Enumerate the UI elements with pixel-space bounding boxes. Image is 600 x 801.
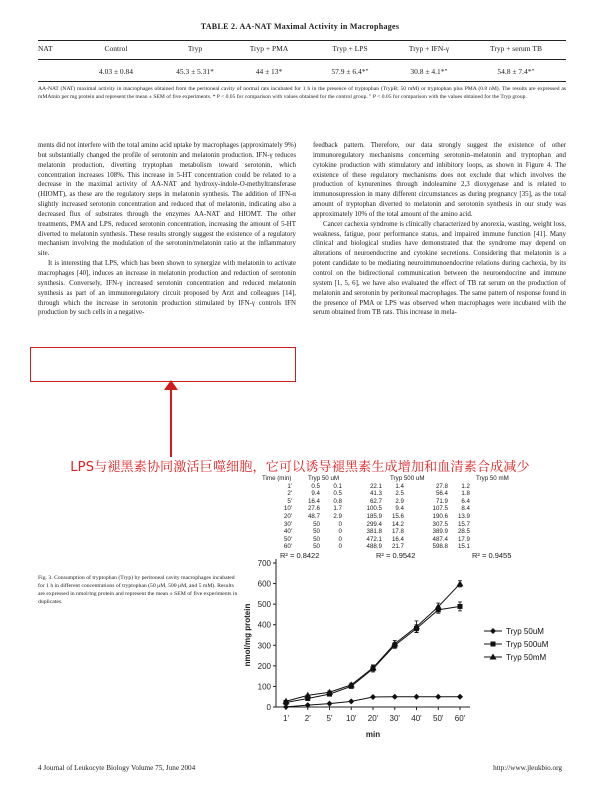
data-table-cell: 2.9 [333, 512, 342, 520]
data-table-cell: 389.9 [432, 528, 448, 536]
data-point [458, 604, 463, 609]
data-table-row [262, 505, 582, 513]
table-header-cell: Tryp + serum TB [490, 44, 542, 53]
data-table-cell: 14.2 [391, 520, 404, 528]
line-chart [240, 555, 590, 745]
data-point [435, 694, 441, 700]
data-table-cell: 27.6 [307, 505, 320, 513]
data-table-cell: 0.5 [311, 482, 320, 490]
data-table-cell: 48.7 [307, 512, 320, 520]
x-tick-label: 2' [304, 714, 311, 723]
legend-marker [490, 628, 496, 634]
legend-marker [491, 642, 496, 647]
data-table-header-cell: Tryp 50 uM [308, 475, 340, 482]
data-table-header-cell: Tryp 50 mM [476, 475, 509, 482]
table-bottom-rule [38, 81, 566, 82]
data-table-cell: 1.2 [461, 482, 470, 490]
data-table-cell: 598.8 [432, 543, 448, 551]
left-column [38, 141, 296, 318]
y-tick-label: 600 [257, 579, 271, 589]
paragraph: feedback pattern. Therefore, our data strongly suggest the existence of other immunoregulatory mechanisms concerning serotonin–melatonin and tryptophan and cytokine production with stimulatory and inhibitory loops, as shown in Figure 4. The existence of these regulatory mechanisms does not exclude that which involves the production of kynurenines through indoleamine 2,3 dioxygenase and is related to immunosupression in many different circumstances as during pregnancy [35], as the total amount of tryptophan diverted to melatonin and serotonin synthesis in our study was approximately 10% of the total amount of the amino acid. [313, 142, 566, 218]
data-point [392, 694, 398, 700]
data-table-cell: 381.8 [366, 528, 382, 536]
data-table-cell: 28.5 [457, 528, 470, 536]
data-table-cell: 307.5 [432, 520, 448, 528]
data-table-cell: 22.1 [369, 482, 382, 490]
data-table-cell: 9.4 [311, 490, 320, 498]
table-cell: 4.03 ± 0.84 [98, 67, 134, 76]
data-point [370, 694, 376, 700]
data-table-row [262, 528, 582, 536]
data-table-cell: 100.5 [366, 505, 382, 513]
table-top-rule [38, 40, 566, 41]
data-table-body [262, 483, 582, 551]
data-table-cell: 0.5 [333, 490, 342, 498]
data-table-header-cell: Tryp 500 uM [390, 475, 425, 482]
data-point [457, 580, 464, 586]
data-table-cell: 0 [338, 520, 342, 528]
data-table-row [262, 490, 582, 498]
table-header-cell: Tryp + PMA [249, 44, 289, 53]
paragraph: ments did not interfere with the total amino acid uptake by macrophages (approximately 9%) but substantially changed the profile of serotonin and melatonin production. IFN-γ reduces melatonin production, diverting tryptophan metabolism toward serotonin, which concentration increases 108%. This increase in 5-HT concentration could be related to a decrease in the maximal activity of AA-NAT and hydroxy-indole-O-methyltransferase (HIOMT), as these are the regulatory steps in melatonin synthesis. The addition of IFN-α slightly increased serotonin concentration and reduced that of melatonin, indicating also a decreased flux of substrates through the enzymes AA-NAT and HIOMT. The other treatments, PMA and LPS, reduced serotonin concentration, increasing the amount of 5-HT diverted to melatonin synthesis. These results strongly suggest the existence of a regulatory mechanism involving the modulation of the serotonin/melatonin ratio at the inflammatory site. [38, 142, 296, 258]
x-tick-label: 1' [283, 714, 289, 723]
legend-label: Tryp 50mM [506, 653, 547, 662]
table-row [38, 67, 566, 79]
data-table-cell: 50 [313, 528, 320, 536]
data-table-cell: 27.8 [435, 482, 448, 490]
figure-caption: Fig. 3. Consumption of tryptophan (Tryp) by peritoneal cavity macrophages incubated for 1 h in different concentrations of tryptophan (50 μM, 500 μM, and 5 mM). Results are expressed in nmol/mg protein and represent the mean ± SEM of five experiments in duplicates. [38, 575, 238, 605]
table-mid-rule [38, 59, 566, 60]
table-header-cell: Tryp [187, 44, 203, 53]
r2-value: R² = 0.8422 [280, 550, 320, 560]
data-table-cell: 15.6 [391, 512, 404, 520]
data-table-header [262, 475, 582, 483]
data-table-cell: 56.4 [435, 490, 448, 498]
table-cell: 57.9 ± 6.4*″ [331, 67, 369, 76]
data-table-cell: 8.4 [461, 505, 470, 513]
y-tick-label: 200 [257, 661, 271, 671]
x-tick-label: 30' [389, 714, 400, 723]
data-table-cell: 2.9 [395, 497, 404, 505]
data-table-cell: 0 [338, 543, 342, 551]
x-tick-label: 60' [454, 714, 466, 723]
y-tick-label: 700 [257, 559, 271, 568]
series-line [286, 584, 460, 701]
x-tick-label: 5' [326, 714, 333, 723]
data-point [327, 701, 333, 707]
data-table-header-cell: Time (min) [262, 475, 292, 482]
data-table-cell: 5' [287, 497, 292, 505]
table-header-cell: Tryp + IFN-γ [408, 44, 450, 53]
footer-left: 4 Journal of Leukocyte Biology Volume 75, June 2004 [38, 764, 196, 772]
x-tick-label: 20' [367, 714, 379, 723]
highlight-box [30, 347, 296, 382]
data-table-cell: 10' [283, 505, 292, 513]
data-table-cell: 16.4 [307, 497, 320, 505]
data-point [348, 698, 354, 704]
data-table-cell: 1.4 [395, 482, 404, 490]
r2-value: R² = 0.9455 [472, 550, 512, 560]
data-table-cell: 299.4 [366, 520, 382, 528]
arrow-up-icon [164, 380, 178, 390]
table-header-cell: Control [104, 44, 128, 53]
data-table-cell: 0 [338, 528, 342, 536]
data-table-cell: 190.6 [432, 512, 448, 520]
data-point [414, 694, 420, 700]
data-table-cell: 6.4 [461, 497, 470, 505]
data-table-cell: 15.1 [457, 543, 470, 551]
data-table-cell: 17.9 [457, 535, 470, 543]
data-table-cell: 2' [287, 490, 292, 498]
chinese-annotation: LPS与褪黑素协同激活巨噬细胞，它可以诱导褪黑素生成增加和血清素合成减少 [70, 460, 530, 475]
data-table-row [262, 513, 582, 521]
data-table-cell: 50 [313, 535, 320, 543]
data-table-cell: 0.8 [333, 497, 342, 505]
data-table-row [262, 543, 582, 551]
data-table-cell: 107.5 [432, 505, 448, 513]
data-table-row [262, 536, 582, 544]
y-tick-label: 300 [257, 641, 271, 651]
x-axis-label: min [365, 730, 381, 739]
arrow-shaft [170, 383, 172, 457]
data-table-cell: 0.1 [333, 482, 342, 490]
data-table [262, 475, 582, 560]
data-table-cell: 50 [313, 520, 320, 528]
table-title: TABLE 2. AA-NAT Maximal Activity in Macrophages [200, 22, 400, 31]
table-cell: 30.8 ± 4.1*″ [410, 67, 448, 76]
series-line [286, 606, 460, 702]
data-table-cell: 2.5 [395, 490, 404, 498]
footer-right: http://www.jleukbio.org [493, 764, 562, 772]
data-table-cell: 30' [283, 520, 292, 528]
r2-value: R² = 0.9542 [376, 550, 416, 560]
data-point [457, 694, 463, 700]
data-table-cell: 60' [283, 543, 292, 551]
y-tick-label: 500 [257, 600, 271, 610]
data-table-cell: 487.4 [432, 535, 448, 543]
data-table-cell: 488.9 [366, 543, 382, 551]
data-table-cell: 50 [313, 543, 320, 551]
data-table-cell: 40' [283, 528, 292, 536]
y-tick-label: 100 [257, 682, 271, 692]
y-tick-label: 400 [257, 620, 271, 630]
data-table-cell: 15.7 [457, 520, 470, 528]
data-table-cell: 472.1 [366, 535, 382, 543]
table-header-cell: NAT [38, 44, 53, 53]
data-table-cell: 62.7 [369, 497, 382, 505]
legend-label: Tryp 500uM [506, 640, 549, 649]
data-table-row [262, 483, 582, 491]
data-table-cell: 9.4 [395, 505, 404, 513]
data-table-cell: 16.4 [391, 535, 404, 543]
x-tick-label: 50' [433, 714, 444, 723]
data-table-cell: 20' [283, 512, 292, 520]
table-cell [38, 67, 72, 79]
x-tick-label: 40' [411, 714, 422, 723]
data-table-cell: 185.9 [366, 512, 382, 520]
table-cell: 45.3 ± 5.31* [176, 67, 214, 76]
data-table-cell: 17.8 [391, 528, 404, 536]
data-table-cell: 71.9 [435, 497, 448, 505]
data-table-cell: 1.7 [333, 505, 342, 513]
data-table-cell: 50' [283, 535, 292, 543]
data-table-row [262, 521, 582, 529]
x-tick-label: 10' [346, 714, 357, 723]
data-table-cell: 1' [287, 482, 292, 490]
right-column [313, 141, 566, 318]
paragraph: It is interesting that LPS, which has been shown to synergize with melatonin to activate macrophages [40], induces an increase in melatonin production and reduction of serotonin synthesis. Conversely, IFN-γ increased serotonin concentration and reduced melatonin synthesis as part of an immunoregulatory circuit proposed by Arzt and colleagues [14], through which the increase in serotonin production stimulated by IFN-γ controls IFN production by such cells in a negative- [38, 260, 296, 317]
y-axis-label: nmol/mg protein [243, 603, 252, 667]
legend-label: Tryp 50uM [506, 627, 544, 636]
table-cell: 54.8 ± 7.4*″ [497, 67, 535, 76]
table-header-row [38, 44, 566, 58]
y-tick-label: 0 [266, 703, 271, 712]
data-table-cell: 0 [338, 535, 342, 543]
data-table-cell: 1.8 [461, 490, 470, 498]
data-table-row [262, 498, 582, 506]
data-table-cell: 41.3 [369, 490, 382, 498]
table-cell: 44 ± 13* [255, 67, 283, 76]
data-table-cell: 21.7 [391, 543, 404, 551]
paragraph: Cancer cachexia syndrome is clinically characterized by anorexia, wasting, weight loss, weakness, fatigue, poor performance status, and impaired immune function [41]. Many clinical and biological studies have demonstrated that the syndrome may depend on alterations of neuroendocrine and cytokine secretions. Considering that melatonin is a potent candidate to be mediating neuroimmunoendocrine relations during cachexia, by its control on the bidirectional communication between the neuroendocrine and immune system [1, 5, 6], we have also evaluated the effect of TB rat serum on the production of melatonin and serotonin by peritoneal macrophages. The same pattern of response found in the presence of PMA or LPS was observed when macrophages were incubated with the serum obtained from TB rats. This increase in mela- [313, 220, 566, 317]
table-footnote: AA-NAT (NAT) maximal activity in macrophages obtained from the peritoneal cavity of normal rats incubated for 1 h in the presence of tryptophan (TrypB; 50 mM) or tryptophan plus PMA (0.8 nM). The results are expressed as mMAmin per mg protein and represent the mean ± SEM of five experiments. * P < 0.05 for comparison with values obtained for the control group. ″ P < 0.05 for comparison with the values obtained for the Tryp group. [38, 86, 566, 101]
data-table-cell: 13.9 [457, 512, 470, 520]
table-header-cell: Tryp + LPS [332, 44, 368, 53]
